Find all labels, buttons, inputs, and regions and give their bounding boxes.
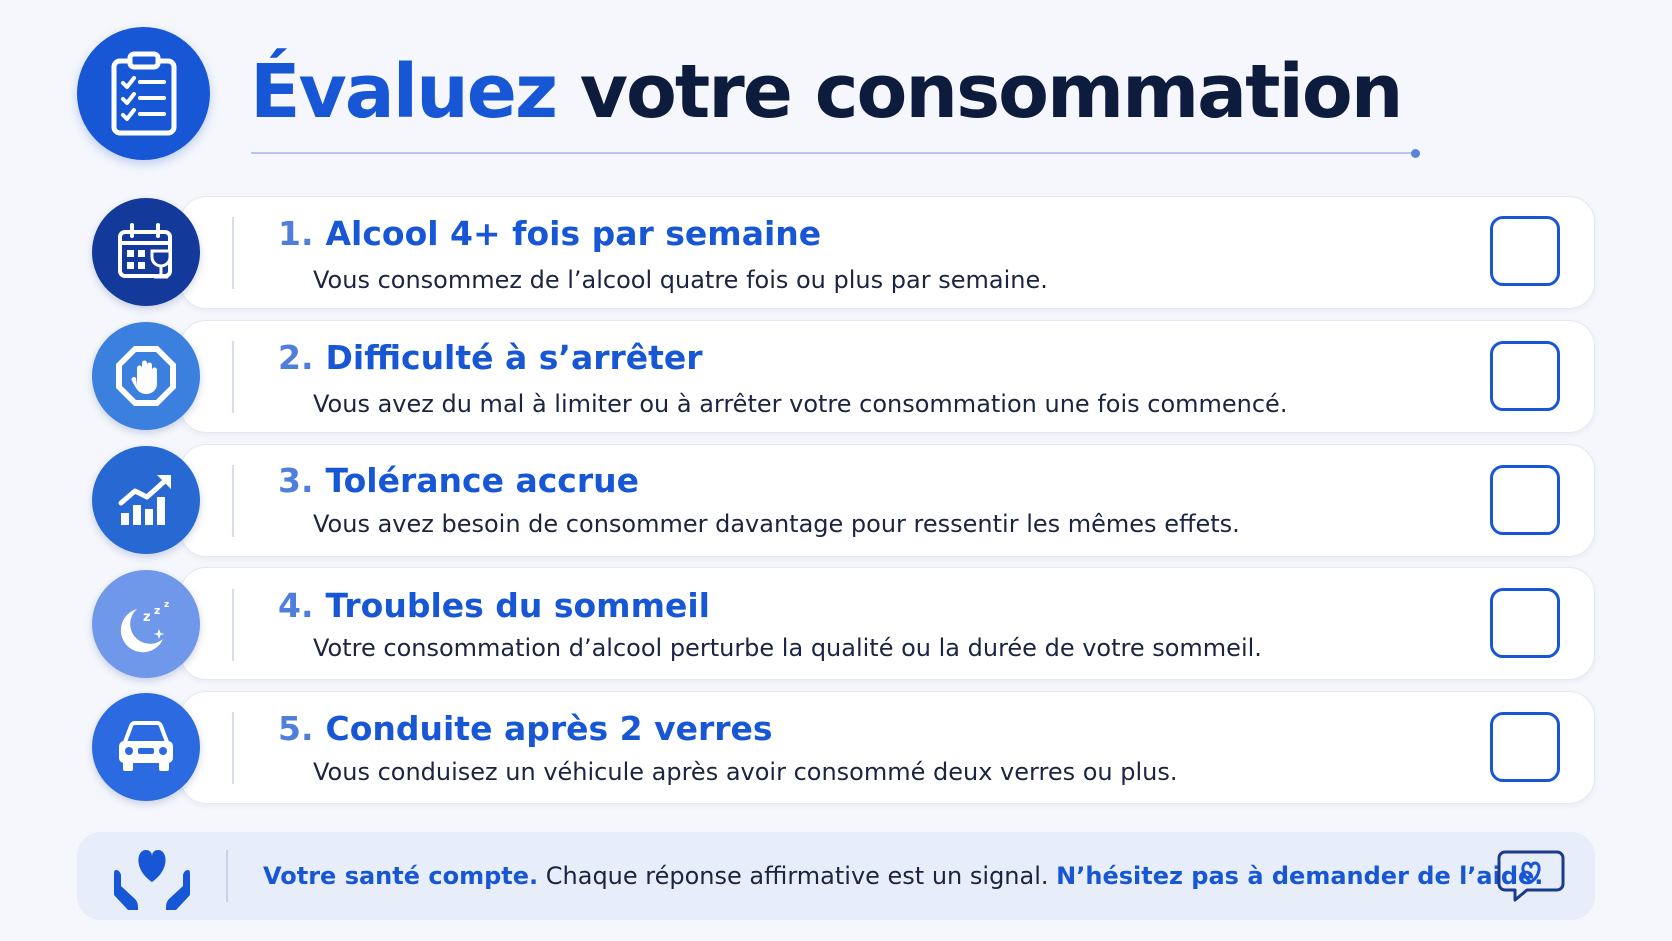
footer-banner	[77, 832, 1595, 920]
footer-message	[263, 858, 1543, 894]
stop-hand-icon	[92, 322, 200, 430]
item-title	[278, 212, 821, 256]
item-description: Vous avez du mal à limiter ou à arrêter votre consommation une fois commencé.	[313, 390, 1288, 418]
item-divider	[232, 589, 234, 661]
chat-heart-icon[interactable]	[1495, 846, 1567, 908]
svg-text:z: z	[154, 604, 161, 617]
item-checkbox[interactable]	[1490, 341, 1560, 411]
footer-text-main: Chaque réponse affirmative est un signal.	[538, 862, 1057, 890]
calendar-wine-icon	[92, 198, 200, 306]
item-title-text: Tolérance accrue	[325, 461, 639, 500]
clipboard-checklist-icon	[77, 27, 210, 160]
item-divider	[232, 712, 234, 784]
item-number: 4.	[278, 586, 314, 625]
moon-sleep-icon	[92, 570, 200, 678]
item-number: 2.	[278, 338, 314, 377]
item-checkbox[interactable]	[1490, 465, 1560, 535]
item-divider	[232, 341, 234, 413]
hands-heart-icon	[112, 844, 192, 916]
item-title-text: Alcool 4+ fois par semaine	[325, 214, 822, 253]
footer-divider	[226, 850, 228, 902]
item-number: 3.	[278, 461, 314, 500]
item-divider	[232, 217, 234, 289]
title-accent: Évaluez	[250, 49, 557, 135]
item-description: Vous conduisez un véhicule après avoir consommé deux verres ou plus.	[313, 758, 1178, 786]
item-title-text: Conduite après 2 verres	[325, 709, 773, 748]
page-title	[250, 40, 1401, 144]
car-icon	[92, 693, 200, 801]
svg-text:z: z	[164, 600, 170, 610]
title-underline-dot	[1411, 149, 1420, 158]
svg-text:z: z	[143, 610, 151, 625]
item-divider	[232, 465, 234, 537]
item-checkbox[interactable]	[1490, 712, 1560, 782]
rising-chart-icon	[92, 446, 200, 554]
footer-help-link[interactable]: N’hésitez pas à demander de l’aide.	[1056, 862, 1544, 890]
item-title	[278, 336, 703, 380]
item-description: Votre consommation d’alcool perturbe la qualité ou la durée de votre sommeil.	[313, 634, 1262, 662]
item-description: Vous consommez de l’alcool quatre fois ou plus par semaine.	[313, 266, 1048, 294]
item-title-text: Difficulté à s’arrêter	[325, 338, 703, 377]
footer-highlight-health: Votre santé compte.	[263, 862, 539, 890]
item-number: 1.	[278, 214, 314, 253]
item-title	[278, 459, 639, 503]
item-title	[278, 584, 710, 628]
item-checkbox[interactable]	[1490, 588, 1560, 658]
item-checkbox[interactable]	[1490, 216, 1560, 286]
item-description: Vous avez besoin de consommer davantage pour ressentir les mêmes effets.	[313, 510, 1240, 538]
item-title	[278, 707, 773, 751]
item-number: 5.	[278, 709, 314, 748]
item-title-text: Troubles du sommeil	[325, 586, 710, 625]
title-rest: votre consommation	[579, 49, 1402, 135]
title-underline	[251, 152, 1417, 154]
